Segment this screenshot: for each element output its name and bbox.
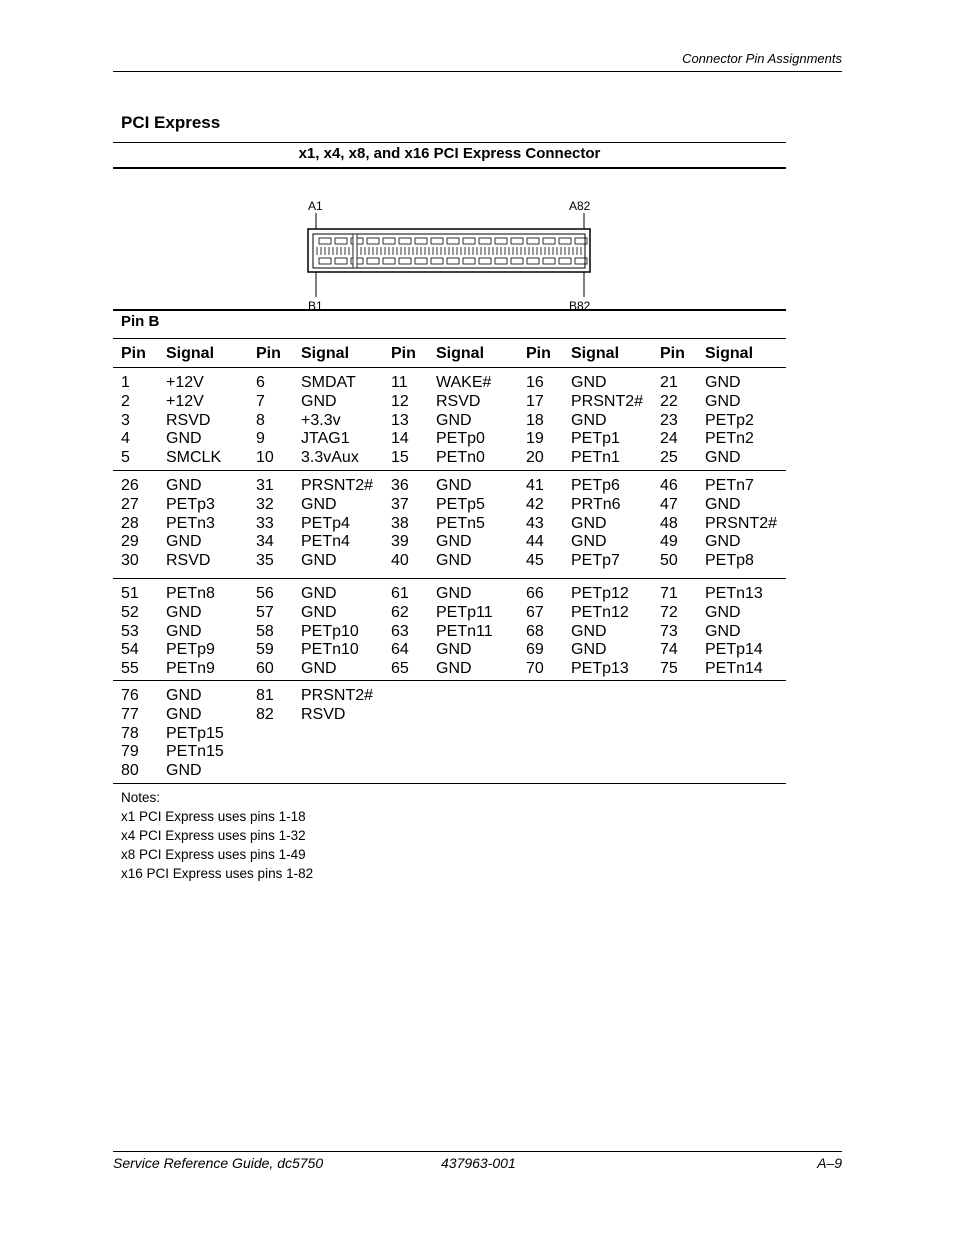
pin-number: 25	[660, 449, 678, 467]
pin-signal: GND	[301, 603, 337, 621]
pin-signal: GND	[301, 660, 337, 678]
pin-signal: GND	[436, 411, 472, 429]
pin-signal: GND	[571, 411, 607, 429]
label-a82: A82	[569, 199, 591, 213]
label-a1: A1	[308, 199, 323, 213]
pin-number: 18	[526, 411, 544, 429]
label-b82: B82	[569, 299, 591, 313]
pin-signal: RSVD	[166, 552, 211, 570]
pin-number: 59	[256, 641, 274, 659]
pin-signal: PETp11	[436, 603, 493, 621]
pin-number: 50	[660, 552, 678, 570]
pin-number: 11	[391, 374, 408, 391]
col-header-signal: Signal	[301, 345, 350, 362]
pin-number: 8	[256, 411, 265, 429]
pin-number: 4	[121, 430, 130, 448]
pin-signal: GND	[705, 495, 741, 513]
pin-number: 5	[121, 449, 130, 467]
pin-signal: GND	[436, 552, 472, 570]
pin-signal: GND	[436, 533, 472, 551]
pin-number: 69	[526, 641, 544, 659]
pin-signal: RSVD	[301, 705, 346, 723]
pin-signal: SMCLK	[166, 449, 222, 467]
pin-number: 43	[526, 514, 544, 532]
pin-signal: PETn0	[436, 449, 485, 467]
note-line: x16 PCI Express uses pins 1-82	[121, 866, 314, 881]
pin-number: 63	[391, 622, 409, 640]
pin-number: 71	[660, 585, 678, 602]
pin-signal: PETp6	[571, 477, 620, 494]
pin-signal: GND	[301, 495, 337, 513]
pin-number: 35	[256, 552, 274, 570]
pin-number: 62	[391, 603, 409, 621]
pin-signal: PETp5	[436, 495, 485, 513]
pin-number: 54	[121, 641, 139, 659]
pin-signal: PETn11	[436, 622, 493, 640]
footer-rule	[113, 1151, 842, 1152]
pin-signal: PETn8	[166, 585, 215, 602]
pin-signal: PRSNT2#	[301, 477, 374, 494]
pin-number: 20	[526, 449, 544, 467]
notes	[113, 784, 786, 883]
pci-express-connector-illustration	[303, 194, 603, 313]
footer-part-number: 437963-001	[441, 1155, 516, 1171]
pin-number: 36	[391, 477, 409, 494]
col-header-pin: Pin	[526, 345, 551, 362]
pin-side-label: Pin B	[113, 311, 786, 339]
pin-signal: PETn14	[705, 660, 763, 678]
pin-number: 22	[660, 392, 678, 410]
pin-number: 17	[526, 392, 544, 410]
pin-signal: PETn12	[571, 603, 629, 621]
col-header-pin: Pin	[391, 345, 416, 362]
pin-number: 30	[121, 552, 139, 570]
pin-number: 14	[391, 430, 409, 448]
pin-signal: PETn2	[705, 430, 754, 448]
pin-number: 44	[526, 533, 544, 551]
pin-number: 45	[526, 552, 544, 570]
pin-number: 48	[660, 514, 678, 532]
pin-number: 38	[391, 514, 409, 532]
pin-signal: GND	[436, 641, 472, 659]
pin-signal: GND	[166, 603, 202, 621]
pin-number: 41	[526, 477, 544, 494]
table-caption: x1, x4, x8, and x16 PCI Express Connector	[113, 142, 786, 169]
pin-number: 33	[256, 514, 274, 532]
pin-number: 3	[121, 411, 130, 429]
pin-signal: PETn3	[166, 514, 215, 532]
pin-signal: GND	[705, 374, 741, 391]
pin-number: 73	[660, 622, 678, 640]
pin-number: 70	[526, 660, 544, 678]
connector-diagram	[113, 169, 786, 311]
pin-signal: GND	[705, 533, 741, 551]
pin-signal: PETp13	[571, 660, 629, 678]
col-header-pin: Pin	[256, 345, 281, 362]
pin-number: 23	[660, 411, 678, 429]
pin-number: 82	[256, 705, 274, 723]
pin-signal: PETp7	[571, 552, 620, 570]
col-header-pin: Pin	[121, 345, 146, 362]
pin-number: 32	[256, 495, 274, 513]
pin-number: 7	[256, 392, 265, 410]
pin-groups	[113, 368, 786, 784]
pin-number: 67	[526, 603, 544, 621]
pin-number: 64	[391, 641, 409, 659]
pin-group	[113, 579, 786, 681]
pin-number: 53	[121, 622, 139, 640]
pin-number: 27	[121, 495, 139, 513]
pin-number: 78	[121, 724, 139, 742]
pin-signal: PETp9	[166, 641, 215, 659]
pin-signal: JTAG1	[301, 430, 350, 448]
pin-signal: PRSNT2#	[301, 687, 374, 704]
pin-signal: PETp8	[705, 552, 754, 570]
pin-group	[113, 681, 786, 784]
pin-signal: PETn15	[166, 743, 224, 761]
pin-number: 13	[391, 411, 409, 429]
pin-signal: PETn7	[705, 477, 754, 494]
pin-number: 34	[256, 533, 274, 551]
pin-number: 21	[660, 374, 678, 391]
pin-signal: +3.3v	[301, 411, 341, 429]
pin-signal: GND	[166, 430, 202, 448]
pin-number: 58	[256, 622, 274, 640]
note-line: x1 PCI Express uses pins 1-18	[121, 809, 306, 824]
pin-number: 61	[391, 585, 409, 602]
pin-signal: GND	[166, 533, 202, 551]
pin-number: 79	[121, 743, 139, 761]
pin-signal: GND	[166, 687, 202, 704]
pin-signal: PETp12	[571, 585, 629, 602]
pin-signal: RSVD	[436, 392, 481, 410]
pin-signal: PETn4	[301, 533, 350, 551]
pin-signal: GND	[166, 477, 202, 494]
pin-signal: PETn13	[705, 585, 763, 602]
col-header-pin: Pin	[660, 345, 685, 362]
pin-number: 51	[121, 585, 139, 602]
pin-signal: PETn9	[166, 660, 215, 678]
pin-signal: PETp0	[436, 430, 485, 448]
pin-table	[113, 142, 786, 883]
section-title: PCI Express	[121, 113, 221, 132]
pin-number: 46	[660, 477, 678, 494]
pin-number: 40	[391, 552, 409, 570]
pin-number: 10	[256, 449, 274, 467]
pin-number: 56	[256, 585, 274, 602]
label-b1: B1	[308, 299, 323, 313]
pin-number: 31	[256, 477, 274, 494]
pin-number: 66	[526, 585, 544, 602]
pin-number: 39	[391, 533, 409, 551]
pin-number: 9	[256, 430, 265, 448]
pin-signal: PRTn6	[571, 495, 621, 513]
pin-number: 15	[391, 449, 409, 467]
pin-signal: GND	[705, 449, 741, 467]
pin-signal: RSVD	[166, 411, 211, 429]
pin-group	[113, 368, 786, 471]
pin-signal: GND	[301, 552, 337, 570]
pin-signal: PETn5	[436, 514, 485, 532]
header-rule	[113, 71, 842, 72]
col-header-signal: Signal	[436, 345, 485, 362]
pin-signal: 3.3vAux	[301, 449, 359, 467]
pin-number: 42	[526, 495, 544, 513]
note-line: x8 PCI Express uses pins 1-49	[121, 847, 306, 862]
note-line: Notes:	[121, 790, 161, 805]
pin-signal: PETp1	[571, 430, 620, 448]
footer-page-number: A–9	[817, 1155, 842, 1171]
pin-signal: PETp15	[166, 724, 224, 742]
col-header-signal: Signal	[571, 345, 620, 362]
pin-group	[113, 471, 786, 579]
pin-signal: PETn1	[571, 449, 620, 467]
pin-signal: PRSNT2#	[705, 514, 778, 532]
pin-signal: GND	[571, 622, 607, 640]
pin-signal: GND	[166, 705, 202, 723]
pin-signal: PETp14	[705, 641, 763, 659]
pin-signal: GND	[571, 514, 607, 532]
footer-guide-title: Service Reference Guide, dc5750	[113, 1155, 324, 1171]
pin-signal: GND	[571, 641, 607, 659]
pin-number: 55	[121, 660, 139, 678]
pin-signal: GND	[436, 660, 472, 678]
pin-signal: GND	[571, 374, 607, 391]
pin-signal: PETp2	[705, 411, 754, 429]
pin-number: 65	[391, 660, 409, 678]
pin-signal: GND	[436, 477, 472, 494]
pin-number: 47	[660, 495, 678, 513]
pin-signal: GND	[301, 392, 337, 410]
pin-number: 76	[121, 687, 139, 704]
pin-signal: +12V	[166, 392, 204, 410]
pin-signal: GND	[705, 622, 741, 640]
pin-signal: SMDAT	[301, 374, 356, 391]
col-header-signal: Signal	[705, 345, 754, 362]
pin-number: 57	[256, 603, 274, 621]
pin-signal: PETp3	[166, 495, 215, 513]
pin-number: 80	[121, 762, 139, 780]
pin-number: 74	[660, 641, 678, 659]
pin-signal: GND	[705, 392, 741, 410]
pin-number: 28	[121, 514, 139, 532]
pin-signal: GND	[571, 533, 607, 551]
pin-number: 29	[121, 533, 139, 551]
pin-number: 12	[391, 392, 409, 410]
pin-signal: +12V	[166, 374, 204, 391]
pin-number: 37	[391, 495, 409, 513]
pin-number: 75	[660, 660, 678, 678]
pin-signal: PETn10	[301, 641, 359, 659]
pin-number: 77	[121, 705, 139, 723]
column-header-row	[113, 339, 786, 368]
pin-number: 1	[121, 374, 130, 391]
pin-number: 81	[256, 687, 274, 704]
col-header-signal: Signal	[166, 345, 215, 362]
pin-number: 68	[526, 622, 544, 640]
pin-signal: GND	[166, 622, 202, 640]
pin-signal: GND	[705, 603, 741, 621]
note-line: x4 PCI Express uses pins 1-32	[121, 828, 306, 843]
pin-number: 6	[256, 374, 265, 391]
pin-signal: PETp10	[301, 622, 359, 640]
pin-number: 16	[526, 374, 544, 391]
pin-number: 26	[121, 477, 139, 494]
pin-number: 60	[256, 660, 274, 678]
pin-signal: GND	[301, 585, 337, 602]
pin-number: 19	[526, 430, 544, 448]
pin-number: 72	[660, 603, 678, 621]
pin-signal: PRSNT2#	[571, 392, 644, 410]
pin-number: 2	[121, 392, 130, 410]
pin-signal: GND	[166, 762, 202, 780]
pin-number: 24	[660, 430, 678, 448]
pin-signal: WAKE#	[436, 374, 492, 391]
running-header: Connector Pin Assignments	[682, 51, 842, 66]
pin-signal: PETp4	[301, 514, 350, 532]
pin-number: 49	[660, 533, 678, 551]
pin-number: 52	[121, 603, 139, 621]
pin-signal: GND	[436, 585, 472, 602]
